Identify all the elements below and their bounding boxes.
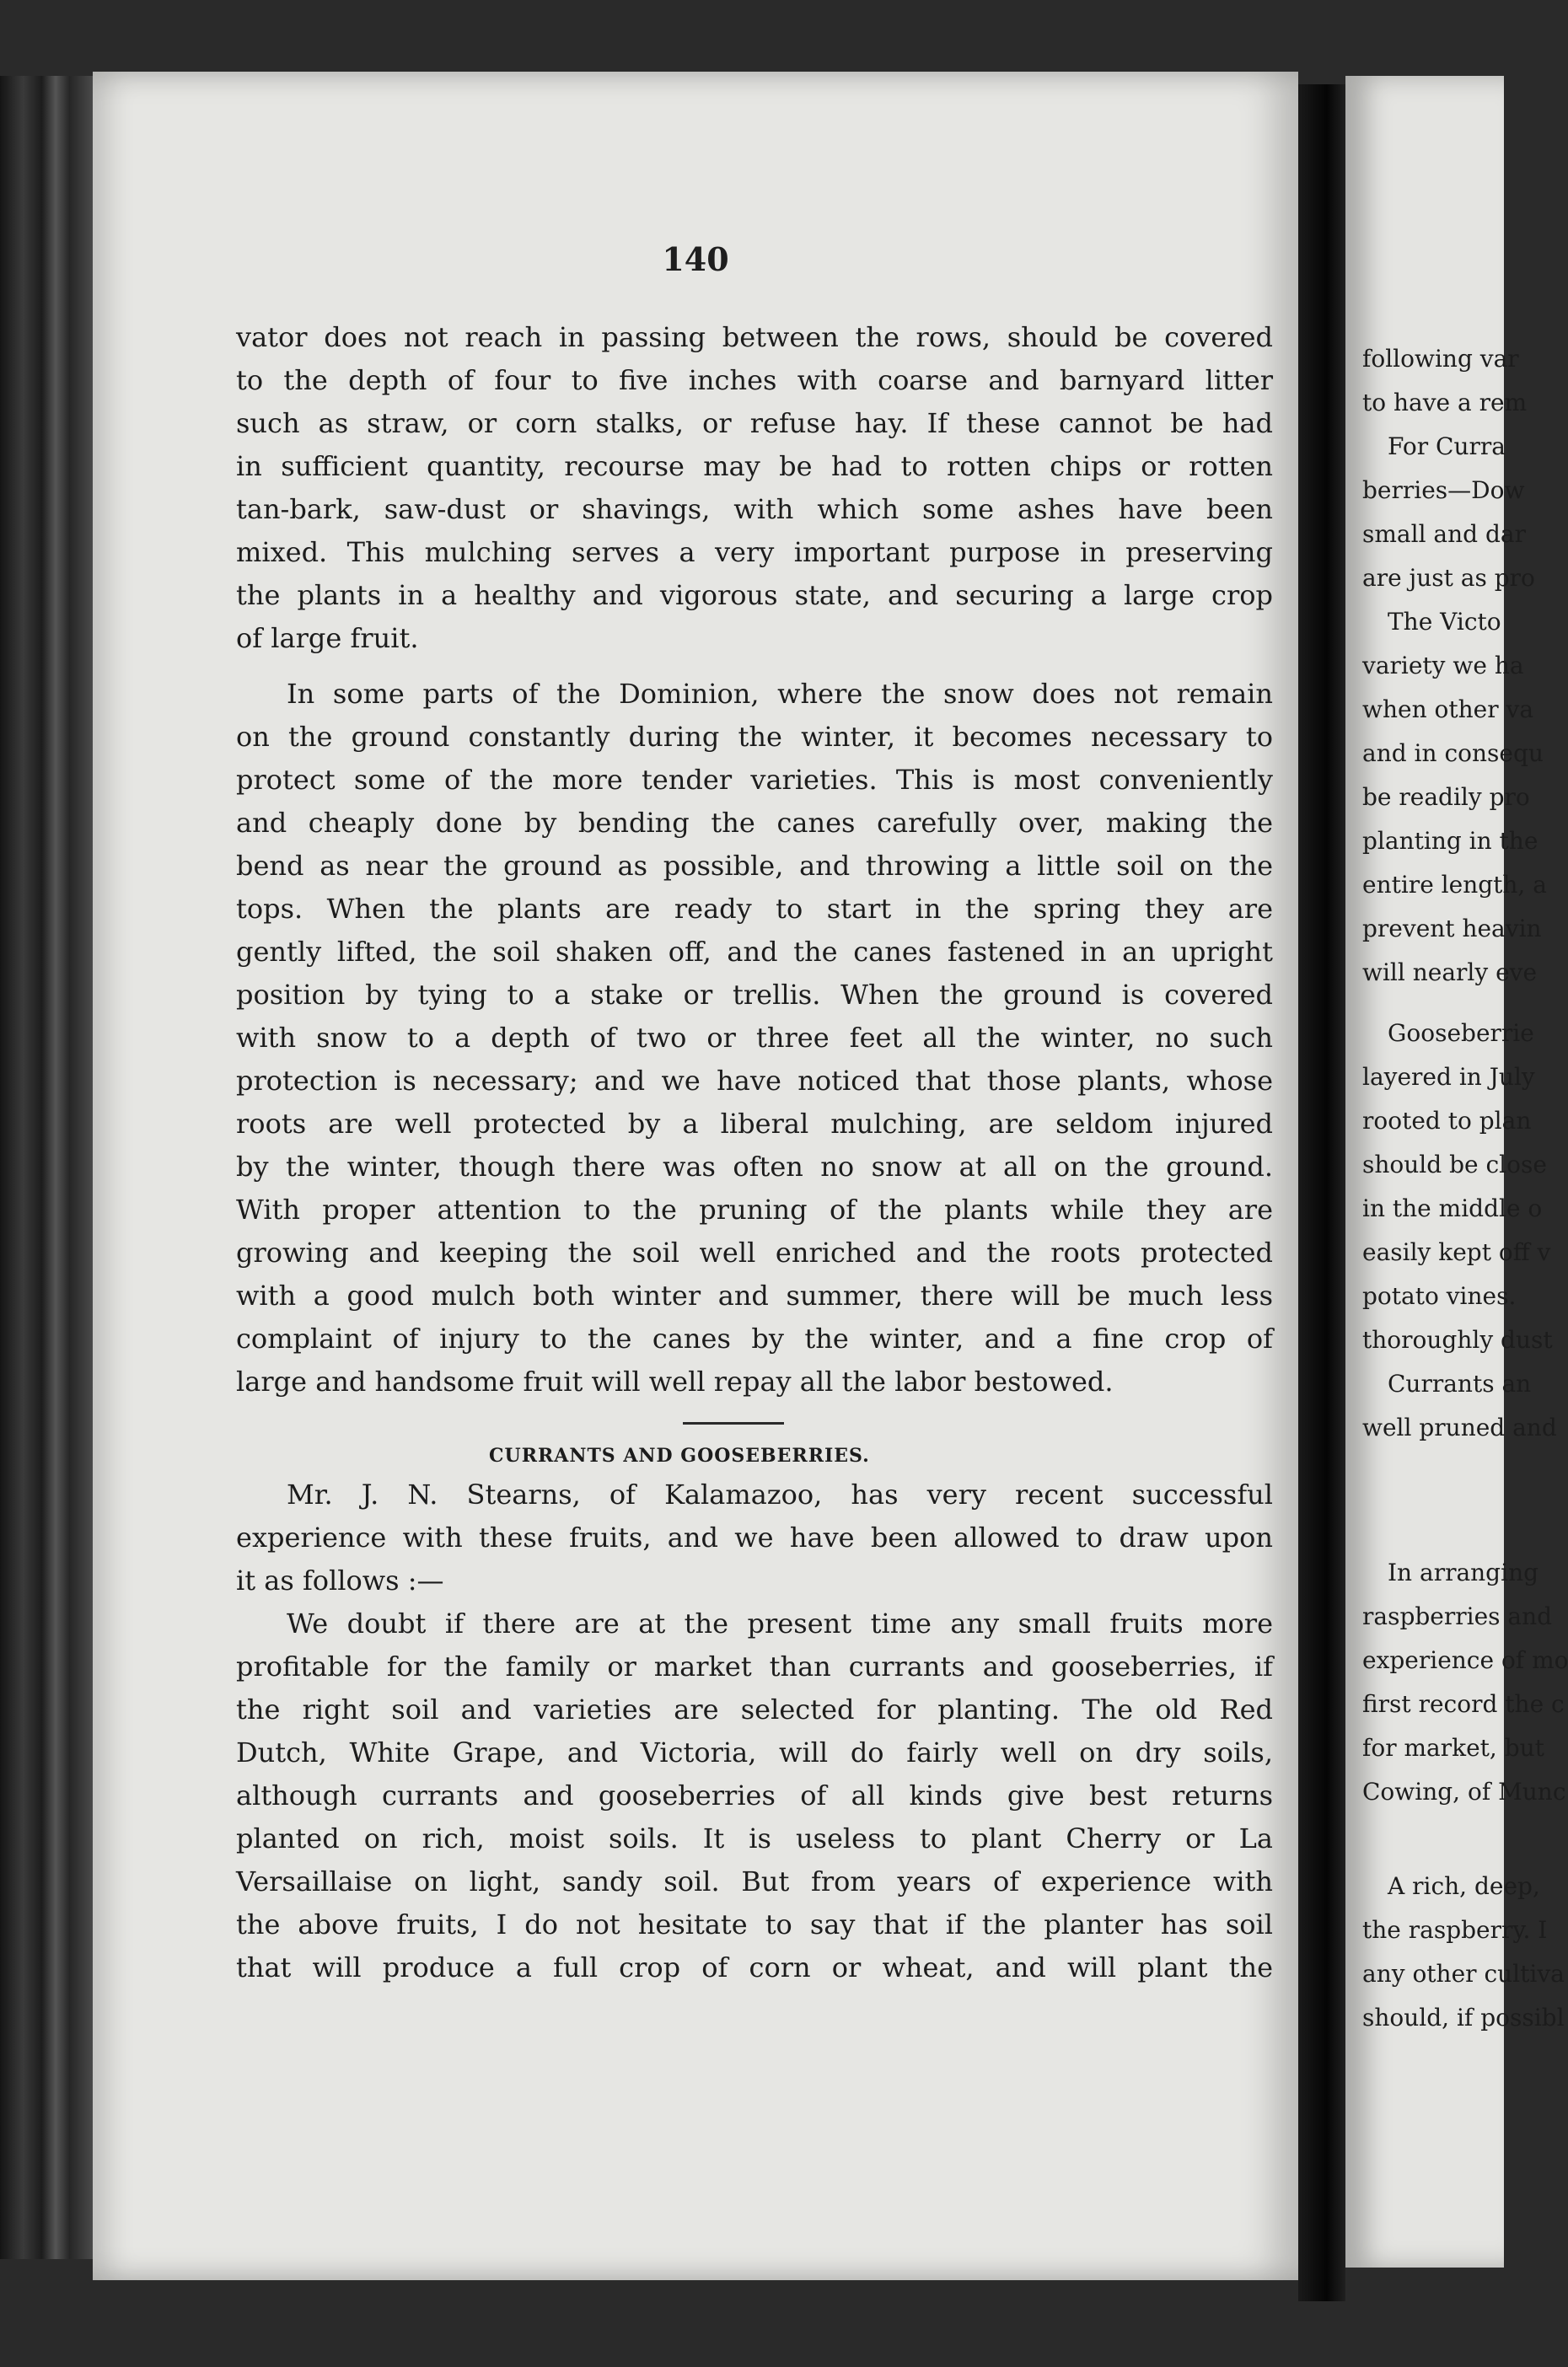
text-line: to have a rem bbox=[1362, 389, 1528, 416]
left-page-text bbox=[236, 316, 1273, 1989]
text-line: planted on rich, moist soils. It is useless to plant Cherry or La bbox=[236, 1822, 1273, 1854]
text-line: easily kept off v bbox=[1362, 1238, 1551, 1266]
text-line: mixed. This mulching serves a very important purpose in preserving bbox=[236, 536, 1273, 568]
text-line: of large fruit. bbox=[236, 622, 419, 654]
section-divider bbox=[683, 1422, 784, 1425]
text-line: the raspberry. I bbox=[1362, 1916, 1548, 1944]
text-line: prevent heavin bbox=[1362, 915, 1542, 942]
text-line: are just as pro bbox=[1362, 564, 1535, 592]
text-line: Dutch, White Grape, and Victoria, will do fairly well on dry soils, bbox=[236, 1736, 1273, 1769]
text-line: bend as near the ground as possible, and throwing a little soil on the bbox=[236, 850, 1273, 882]
text-line: With proper attention to the pruning of the plants while they are bbox=[236, 1194, 1273, 1226]
text-line: roots are well protected by a liberal mulching, are seldom injured bbox=[236, 1108, 1273, 1140]
text-line: The Victo bbox=[1388, 608, 1501, 636]
text-line: In some parts of the Dominion, where the snow does not remain bbox=[287, 678, 1273, 710]
text-line: following var bbox=[1362, 345, 1519, 373]
text-line: variety we ha bbox=[1362, 652, 1524, 679]
text-line: Versaillaise on light, sandy soil. But from years of experience with bbox=[236, 1865, 1273, 1897]
text-line: although currants and gooseberries of all kinds give best returns bbox=[236, 1779, 1273, 1811]
text-line: position by tying to a stake or trellis. When the ground is covered bbox=[236, 979, 1273, 1011]
text-line: with a good mulch both winter and summer, there will be much less bbox=[236, 1280, 1273, 1312]
text-line: vator does not reach in passing between the rows, should be covered bbox=[236, 321, 1273, 353]
text-line: in sufficient quantity, recourse may be had to rotten chips or rotten bbox=[236, 450, 1273, 482]
text-line: We doubt if there are at the present time any small fruits more bbox=[287, 1608, 1273, 1640]
text-line: the right soil and varieties are selected for planting. The old Red bbox=[236, 1693, 1273, 1726]
text-line: gently lifted, the soil shaken off, and the canes fastened in an upright bbox=[236, 936, 1273, 968]
text-line: should, if possibl bbox=[1362, 2004, 1565, 2032]
text-line: on the ground constantly during the winter, it becomes necessary to bbox=[236, 721, 1273, 753]
text-line: be readily pro bbox=[1362, 783, 1530, 811]
text-line: Currants an bbox=[1388, 1370, 1532, 1398]
page-number: 140 bbox=[662, 240, 729, 278]
right-page-text bbox=[1362, 337, 1568, 2040]
text-line: Cowing, of Munc bbox=[1362, 1778, 1566, 1806]
text-line: well pruned and bbox=[1362, 1414, 1557, 1441]
book-edge bbox=[0, 76, 93, 2259]
text-line: for market, but bbox=[1362, 1734, 1544, 1762]
book-gutter bbox=[1298, 84, 1345, 2301]
text-line: growing and keeping the soil well enriched and the roots protected bbox=[236, 1237, 1273, 1269]
text-line: thoroughly dust bbox=[1362, 1326, 1553, 1354]
text-line: should be close bbox=[1362, 1151, 1547, 1178]
text-line: Gooseberrie bbox=[1388, 1019, 1534, 1047]
text-line: the above fruits, I do not hesitate to say that if the planter has soil bbox=[236, 1908, 1273, 1940]
text-line: complaint of injury to the canes by the winter, and a fine crop of bbox=[236, 1323, 1273, 1355]
right-page bbox=[1345, 76, 1568, 2268]
text-line: when other va bbox=[1362, 695, 1534, 723]
text-line: large and handsome fruit will well repay all the labor bestowed. bbox=[236, 1366, 1114, 1398]
text-line: rooted to plan bbox=[1362, 1107, 1532, 1135]
text-line: planting in the bbox=[1362, 827, 1538, 855]
text-line: in the middle o bbox=[1362, 1194, 1543, 1222]
text-line: will nearly eve bbox=[1362, 958, 1538, 986]
text-line: that will produce a full crop of corn or wheat, and will plant the bbox=[236, 1951, 1273, 1983]
text-line: by the winter, though there was often no snow at all on the ground. bbox=[236, 1151, 1273, 1183]
text-line: protection is necessary; and we have noticed that those plants, whose bbox=[236, 1065, 1273, 1097]
text-line: Mr. J. N. Stearns, of Kalamazoo, has very recent successful bbox=[287, 1479, 1273, 1511]
text-line: potato vines. bbox=[1362, 1282, 1517, 1310]
text-line: and in consequ bbox=[1362, 739, 1544, 767]
text-line: raspberries and bbox=[1362, 1602, 1553, 1630]
text-line: For Curra bbox=[1388, 432, 1506, 460]
text-line: experience of mo bbox=[1362, 1646, 1568, 1674]
text-line: A rich, deep, bbox=[1388, 1872, 1540, 1900]
text-line: entire length, a bbox=[1362, 871, 1547, 899]
text-line: profitable for the family or market than currants and gooseberries, if bbox=[236, 1650, 1273, 1683]
text-line: protect some of the more tender varieties. This is most conveniently bbox=[236, 764, 1273, 796]
text-line: tan-bark, saw-dust or shavings, with which some ashes have been bbox=[236, 493, 1273, 525]
text-line: it as follows :— bbox=[236, 1565, 444, 1597]
text-line: first record the c bbox=[1362, 1690, 1565, 1718]
text-line: such as straw, or corn stalks, or refuse hay. If these cannot be had bbox=[236, 407, 1273, 439]
text-line: with snow to a depth of two or three feet all the winter, no such bbox=[236, 1022, 1273, 1054]
text-line: to the depth of four to five inches with coarse and barnyard litter bbox=[236, 364, 1273, 396]
text-line: and cheaply done by bending the canes carefully over, making the bbox=[236, 807, 1273, 839]
text-line: any other cultiva bbox=[1362, 1960, 1565, 1988]
text-line: the plants in a healthy and vigorous state, and securing a large crop bbox=[236, 579, 1273, 611]
text-line: experience with these fruits, and we have been allowed to draw upon bbox=[236, 1522, 1273, 1554]
text-line: In arranging bbox=[1388, 1559, 1539, 1586]
text-line: tops. When the plants are ready to start in the spring they are bbox=[236, 893, 1273, 925]
text-line: layered in July bbox=[1362, 1063, 1535, 1091]
text-line: berries—Dow bbox=[1362, 476, 1525, 504]
text-line: small and dar bbox=[1362, 520, 1526, 548]
section-heading: CURRANTS AND GOOSEBERRIES. bbox=[489, 1445, 870, 1467]
